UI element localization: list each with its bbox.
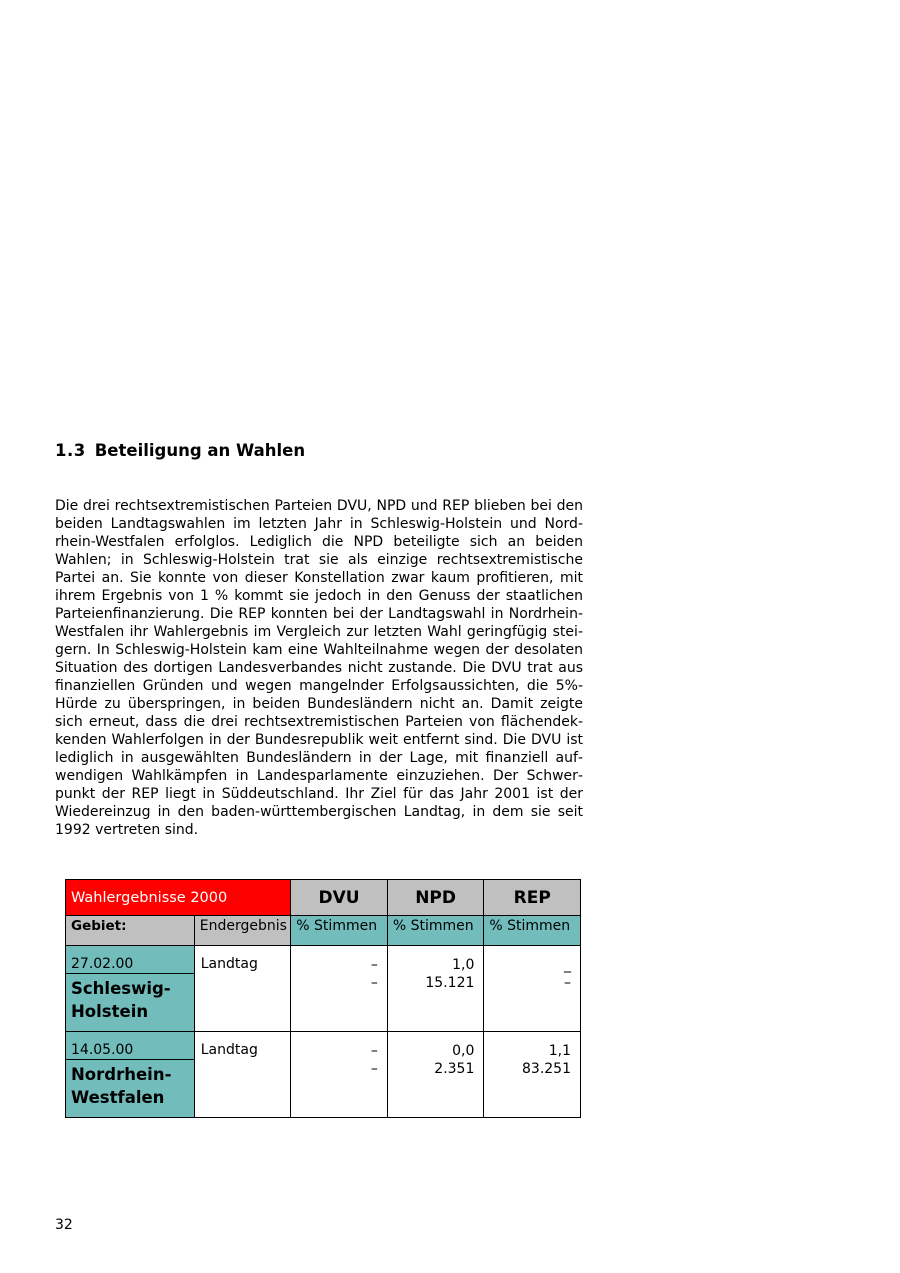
section-title: Beteiligung an Wahlen — [94, 441, 306, 460]
dvu-result — [291, 946, 388, 1032]
election-date: 27.02.00 — [66, 946, 194, 974]
region-cell — [66, 1032, 195, 1118]
election-type: Landtag — [194, 946, 291, 1032]
npd-unit-header: % Stimmen — [387, 916, 484, 946]
party-header-npd: NPD — [387, 880, 484, 916]
npd-percent: 0,0 — [452, 1043, 475, 1059]
table-header-row — [66, 880, 581, 916]
party-header-dvu: DVU — [291, 880, 388, 916]
npd-result — [387, 946, 484, 1032]
table-row — [66, 946, 581, 1032]
rep-votes: 83.251 — [522, 1061, 571, 1077]
section-heading — [55, 441, 305, 460]
region-cell — [66, 946, 195, 1032]
body-paragraph: Die drei rechtsextremistischen Parteien DVU, NPD und REP blieben bei den beiden Landtagswahlen im letzten Jahr in Schleswig-Holstein und Nordrhein-Westfalen erfolglos. Lediglich die NPD beteiligte sich an beiden Wahlen; in Schleswig-Holstein trat sie als einzige rechtsextremistische Partei an. Sie konnte von dieser Konstellation zwar kaum profitieren, mit ihrem Ergebnis von 1 % kommt sie jedoch in den Genuss der staatlichen Parteienfinanzierung. Die REP konnten bei der Landtagswahl in Nordrhein-Westfalen ihr Wahlergebnis im Vergleich zur letzten Wahl geringfügig steigern. In Schleswig-Holstein kam eine Wahlteilnahme wegen der desolaten Situation des dortigen Landesverbandes nicht zustande. Die DVU trat aus finanziellen Gründen und wegen mangelnder Erfolgsaussichten, die 5%-Hürde zu überspringen, in beiden Bundesländern nicht an. Damit zeigte sich erneut, dass die drei rechtsextremistischen Parteien von flächendekkenden Wahlerfolgen in der Bundesrepublik weit entfernt sind. Die DVU ist lediglich in ausgewählten Bundesländern in der Lage, mit finanziell aufwendigen Wahlkämpfen in Landesparlamente einzuziehen. Der Schwerpunkt der REP liegt in Süddeutschland. Ihr Ziel für das Jahr 2001 ist der Wiedereinzug in den baden-württembergischen Landtag, in dem sie seit 1992 vertreten sind. — [55, 498, 583, 838]
dvu-percent: – — [370, 957, 378, 973]
rep-result — [484, 1032, 581, 1118]
dvu-result — [291, 1032, 388, 1118]
npd-votes: 2.351 — [434, 1061, 475, 1077]
rep-result — [484, 946, 581, 1032]
page-number: 32 — [55, 1217, 73, 1233]
rep-percent: _ — [564, 957, 571, 973]
dvu-unit-header: % Stimmen — [291, 916, 388, 946]
table-title: Wahlergebnisse 2000 — [66, 880, 291, 916]
type-column-header: Endergebnis — [194, 916, 291, 946]
dvu-percent: – — [370, 1043, 378, 1059]
table-row — [66, 1032, 581, 1118]
npd-votes: 15.121 — [425, 975, 475, 991]
rep-votes: – — [564, 975, 571, 991]
party-header-rep: REP — [484, 880, 581, 916]
dvu-votes: – — [370, 975, 378, 991]
election-results-table — [65, 879, 581, 1118]
election-date: 14.05.00 — [66, 1032, 194, 1060]
table-subheader-row — [66, 916, 581, 946]
rep-percent: 1,1 — [548, 1043, 571, 1059]
region-column-header: Gebiet: — [66, 916, 195, 946]
npd-result — [387, 1032, 484, 1118]
region-name: Schleswig-Holstein — [71, 979, 171, 1021]
election-type: Landtag — [194, 1032, 291, 1118]
dvu-votes: – — [370, 1061, 378, 1077]
section-number: 1.3 — [55, 441, 86, 460]
npd-percent: 1,0 — [452, 957, 475, 973]
rep-unit-header: % Stimmen — [484, 916, 581, 946]
region-name: Nordrhein-Westfalen — [71, 1065, 172, 1107]
